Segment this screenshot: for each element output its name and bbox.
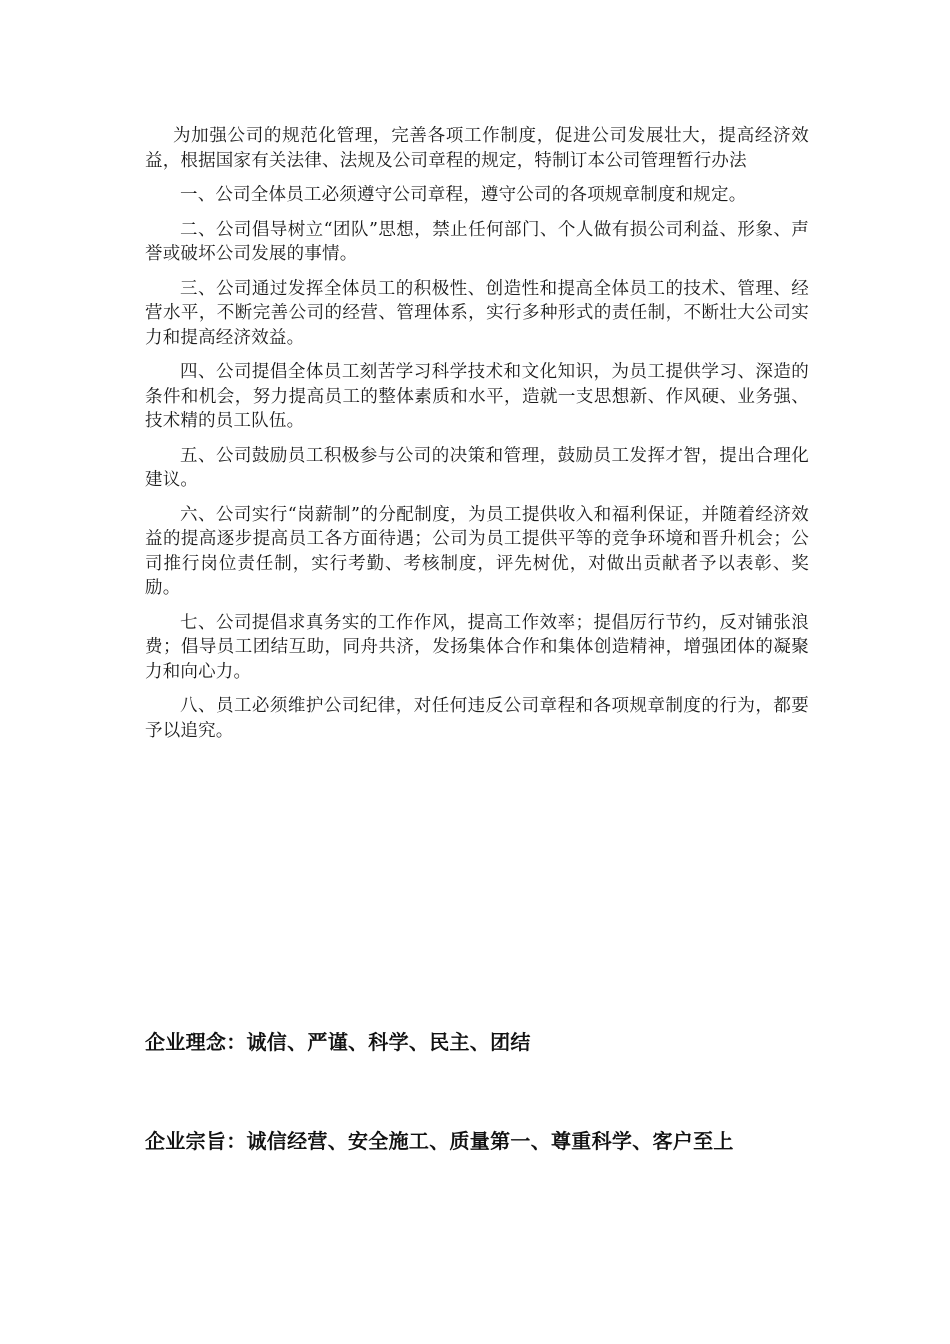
intro-paragraph: 为加强公司的规范化管理，完善各项工作制度，促进公司发展壮大，提高经济效益，根据国家有关法律、法规及公司章程的规定，特制订本公司管理暂行办法 — [145, 126, 809, 171]
article-5: 五、公司鼓励员工积极参与公司的决策和管理，鼓励员工发挥才智，提出合理化建议。 — [145, 445, 809, 490]
article-4: 四、公司提倡全体员工刻苦学习科学技术和文化知识，为员工提供学习、深造的条件和机会，努力提高员工的整体素质和水平，造就一支思想新、作风硬、业务强、技术精的员工队伍。 — [145, 362, 809, 431]
document-body — [145, 124, 809, 753]
article-2: 二、公司倡导树立“团队”思想，禁止任何部门、个人做有损公司利益、形象、声誉或破坏公司发展的事情。 — [145, 219, 809, 264]
corporate-philosophy: 企业理念：诚信、严谨、科学、民主、团结 — [145, 1030, 531, 1054]
article-3: 三、公司通过发挥全体员工的积极性、创造性和提高全体员工的技术、管理、经营水平，不断完善公司的经营、管理体系，实行多种形式的责任制，不断壮大公司实力和提高经济效益。 — [145, 278, 809, 348]
article-6: 六、公司实行“岗薪制”的分配制度，为员工提供收入和福利保证，并随着经济效益的提高逐步提高员工各方面待遇；公司为员工提供平等的竞争环境和晋升机会；公司推行岗位责任制，实行考勤、考核制度，评先树优，对做出贡献者予以表彰、奖励。 — [145, 504, 809, 598]
corporate-purpose: 企业宗旨：诚信经营、安全施工、质量第一、尊重科学、客户至上 — [145, 1129, 734, 1153]
article-7: 七、公司提倡求真务实的工作作风，提高工作效率；提倡厉行节约，反对铺张浪费；倡导员工团结互助，同舟共济，发扬集体合作和集体创造精神，增强团体的凝聚力和向心力。 — [145, 612, 809, 682]
article-1: 一、公司全体员工必须遵守公司章程，遵守公司的各项规章制度和规定。 — [180, 185, 747, 205]
article-8: 八、员工必须维护公司纪律，对任何违反公司章程和各项规章制度的行为，都要予以追究。 — [145, 696, 809, 741]
